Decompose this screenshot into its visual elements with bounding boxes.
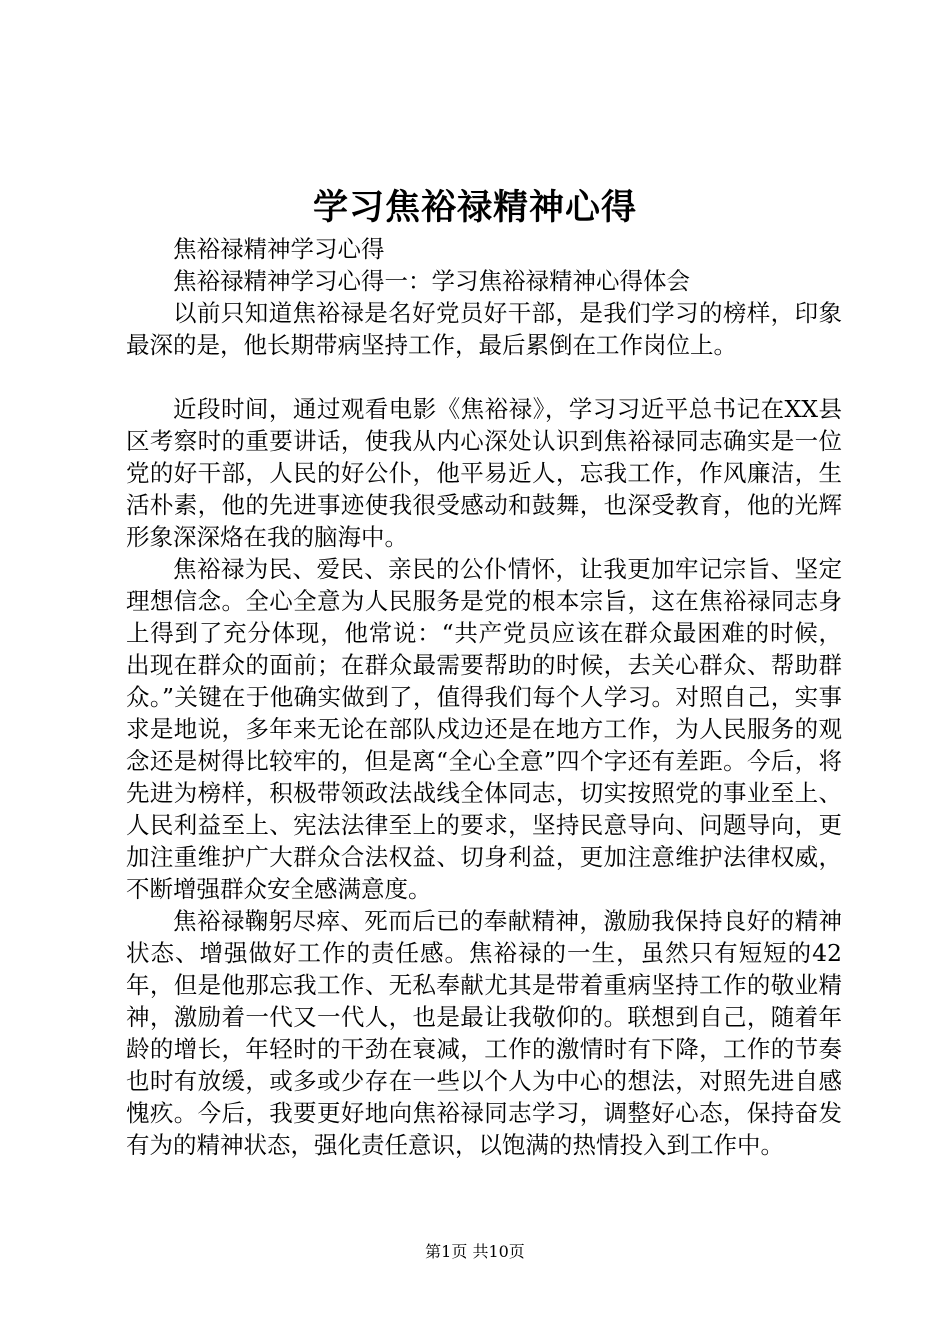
paragraph-body: 近段时间，通过观看电影《焦裕禄》，学习习近平总书记在XX县区考察时的重要讲话，使我从内心深处认识到焦裕禄同志确实是一位党的好干部，人民的好公仆，他平易近人，忘我工作，作风廉洁，生活朴素，他的先进事迹使我很受感动和鼓舞，也深受教育，他的光辉形象深深烙在我的脑海中。 bbox=[126, 395, 842, 551]
document-body bbox=[126, 233, 842, 1161]
document-title: 学习焦裕禄精神心得 bbox=[312, 187, 637, 228]
paragraph-heading: 焦裕禄精神学习心得 bbox=[173, 235, 385, 263]
page-footer: 第1页 共10页 bbox=[425, 1242, 525, 1261]
paragraph-intro: 以前只知道焦裕禄是名好党员好干部，是我们学习的榜样，印象最深的是，他长期带病坚持工作，最后累倒在工作岗位上。 bbox=[126, 299, 842, 359]
paragraph-subheading: 焦裕禄精神学习心得一：学习焦裕禄精神心得体会 bbox=[173, 267, 690, 295]
paragraph-body: 焦裕禄为民、爱民、亲民的公仆情怀，让我更加牢记宗旨、坚定理想信念。全心全意为人民服务是党的根本宗旨，这在焦裕禄同志身上得到了充分体现，他常说：“共产党员应该在群众最困难的时候，出现在群众的面前；在群众最需要帮助的时候，去关心群众、帮助群众。”关键在于他确实做到了，值得我们每个人学习。对照自己，实事求是地说，多年来无论在部队戍边还是在地方工作，为人民服务的观念还是树得比较牢的，但是离“全心全意”四个字还有差距。今后，将先进为榜样，积极带领政法战线全体同志，切实按照党的事业至上、人民利益至上、宪法法律至上的要求，坚持民意导向、问题导向，更加注重维护广大群众合法权益、切身利益，更加注意维护法律权威，不断增强群众安全感满意度。 bbox=[126, 555, 842, 903]
paragraph-body: 焦裕禄鞠躬尽瘁、死而后已的奉献精神，激励我保持良好的精神状态、增强做好工作的责任感。焦裕禄的一生，虽然只有短短的42年，但是他那忘我工作、无私奉献尤其是带着重病坚持工作的敬业精神，激励着一代又一代人，也是最让我敬仰的。联想到自己，随着年龄的增长，年轻时的干劲在衰减，工作的激情时有下降，工作的节奏也时有放缓，或多或少存在一些以个人为中心的想法，对照先进自感愧疚。今后，我要更好地向焦裕禄同志学习，调整好心态，保持奋发有为的精神状态，强化责任意识，以饱满的热情投入到工作中。 bbox=[126, 907, 842, 1159]
